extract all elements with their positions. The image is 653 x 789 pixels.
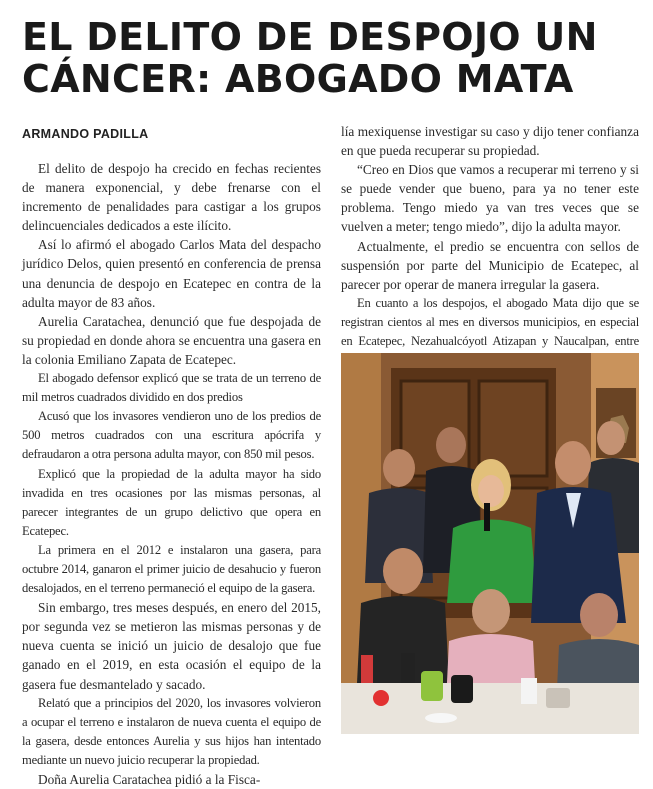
paragraph: Sin embargo, tres meses después, en enero del 2015, por segunda vez se metieron las mismas personas y de nueva cuenta se inició un juicio de desalojo que fue ganado en el 2019, en esta ocasión el equipo de la gasera fue desmantelado y sacado. (22, 600, 321, 692)
paragraph: Acusó que los invasores vendieron uno de los predios de 500 metros cuadrados con una escritura apócrifa y defraudaron a otra persona adulta mayor, con 850 mil pesos. (22, 409, 321, 462)
byline: ARMANDO PADILLA (22, 127, 149, 141)
paragraph: Actualmente, el predio se encuentra con sellos de suspensión por parte del Municipio de Ecatepec, al parecer por operar de manera irregular la gasera. (341, 238, 639, 292)
article-column-left (22, 159, 321, 789)
paragraph: Así lo afirmó el abogado Carlos Mata del despacho jurídico Delos, quien presentó en conferencia de prensa una denuncia de despojo en Ecatepec en contra de la adulta mayor de 83 años. (22, 237, 321, 310)
headline-line-1: EL DELITO DE DESPOJO UN (22, 15, 598, 59)
paragraph: El delito de despojo ha crecido en fechas recientes de manera exponencial, y debe frenarse con el incremento de penalidades para castigar a los grupos delincuenciales dedicados a este ilícito. (22, 161, 321, 234)
paragraph: Explicó que la propiedad de la adulta mayor ha sido invadida en tres ocasiones por las mismas personas, al parecer integrantes de un grupo delictivo que opera en Ecatepec. (22, 466, 321, 538)
press-conference-photo-icon (341, 353, 639, 734)
headline (22, 16, 642, 100)
paragraph: Doña Aurelia Caratachea pidió a la Fisca- (38, 772, 261, 787)
paragraph: En cuanto a los despojos, el abogado Mata dijo que se registran cientos al mes en diversos municipios, en especial en Ecatepec, Nezahualcóyotl Atizapan y Naucalpan, entre (341, 295, 639, 349)
press-conference-photo (341, 353, 639, 734)
article-column-right (341, 122, 639, 370)
paragraph: La primera en el 2012 e instalaron una gasera, para octubre 2014, ganaron el primer juicio de desahucio y fueron desalojados, en el terreno permaneció el equipo de la gasera. (22, 542, 321, 596)
paragraph: “Creo en Dios que vamos a recuperar mi terreno y si se puede vender que bueno, para ya no tener este problema. Tengo miedo ya van tres veces que se vuelven a meter; tengo miedo”, dijo la adulta mayor. (341, 162, 639, 235)
paragraph: Relató que a principios del 2020, los invasores volvieron a ocupar el terreno e instalaron de nueva cuenta el equipo de la gasera, desde entonces Aurelia y sus hijos han intentado mediante un nuevo juicio recuperar la propiedad. (22, 695, 321, 767)
paragraph: El abogado defensor explicó que se trata de un terreno de mil metros cuadrados dividido en dos predios (22, 371, 321, 405)
paragraph: Aurelia Caratachea, denunció que fue despojada de su propiedad en donde ahora se encuentra una gasera en la colonia Emiliano Zapata de Ecatepec. (22, 313, 321, 367)
paragraph: lía mexiquense investigar su caso y dijo tener confianza en que pueda recuperar su propiedad. (341, 124, 639, 159)
headline-line-2: CÁNCER: ABOGADO MATA (22, 57, 574, 101)
